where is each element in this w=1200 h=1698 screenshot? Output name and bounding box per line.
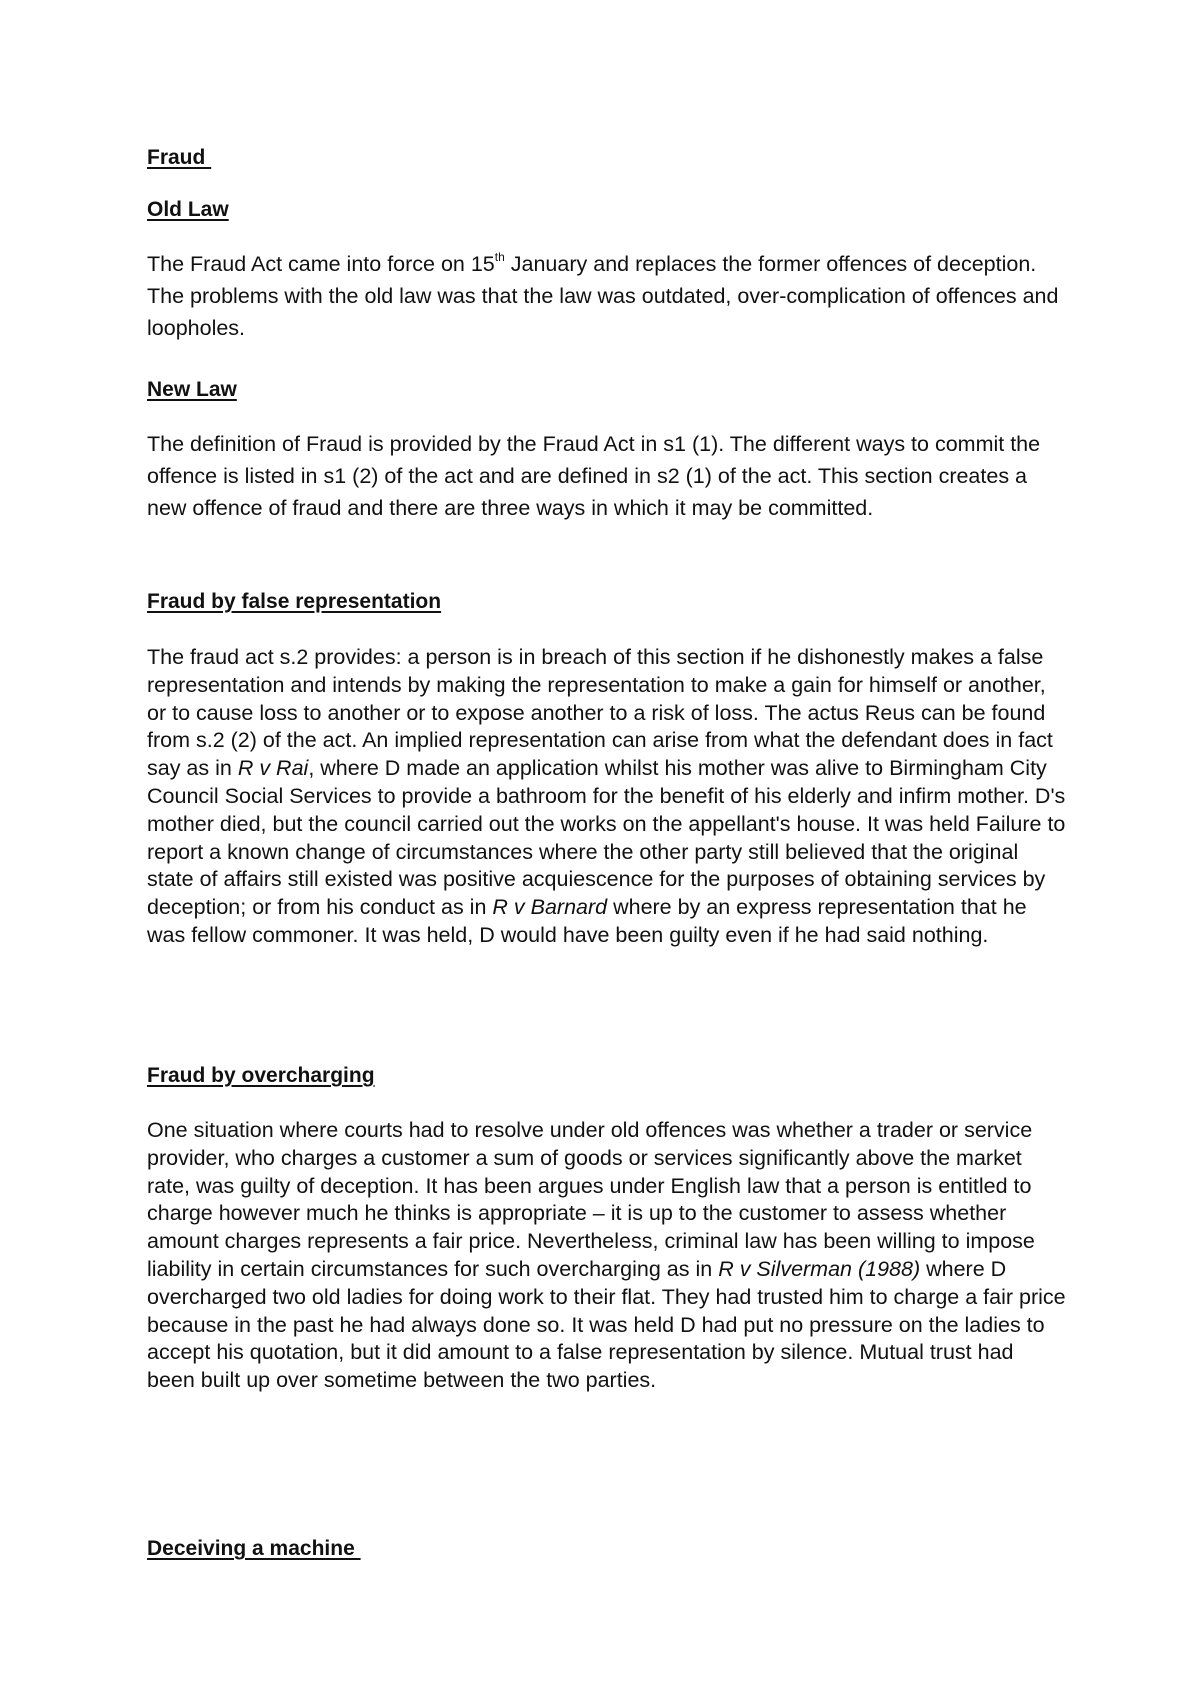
paragraph-old-law-text-a: The Fraud Act came into force on 15: [147, 252, 495, 276]
superscript-th: th: [494, 249, 505, 264]
paragraph-overcharging-text-a: One situation where courts had to resolve under old offences was whether a trader or service provider, who charges a customer a sum of goods or services significantly above the market rate, was guilty of deception. It has been argues under English law that a person is entitled to charge however much he thinks is appropriate – it is up to the customer to assess whether amount charges represents a fair price. Nevertheless, criminal law has been willing to impose liability in certain circumstances for such overcharging as in: [147, 1118, 1035, 1281]
heading-deceiving-a-machine: Deceiving a machine: [147, 1537, 361, 1560]
heading-new-law: New Law: [147, 378, 237, 401]
paragraph-false-representation: [147, 644, 1067, 950]
heading-fraud-by-overcharging: Fraud by overcharging: [147, 1064, 375, 1087]
heading-fraud-by-false-representation: Fraud by false representation: [147, 590, 442, 613]
paragraph-overcharging-text-b: where D overcharged two old ladies for doing work to their flat. They had trusted him to charge a fair price because in the past he had always done so. It was held D had put no pressure on the ladies to accept his quotation, but it did amount to a false representation by silence. Mutual trust had been built up over sometime between the two parties.: [147, 1256, 1066, 1393]
paragraph-old-law: [147, 248, 1067, 344]
paragraph-overcharging: [147, 1117, 1067, 1395]
paragraph-false-representation-text-a: The fraud act s.2 provides: a person is in breach of this section if he dishonestly makes a false representation and intends by making the representation to make a gain for himself or another, or to cause loss to another or to expose another to a risk of loss. The actus Reus can be found from s.2 (2) of the act. An implied representation can arise from what the defendant does in fact say as in: [147, 645, 1053, 781]
heading-fraud: Fraud: [147, 146, 212, 169]
heading-old-law: Old Law: [147, 198, 229, 221]
paragraph-old-law-text-b: January and replaces the former offences of deception. The problems with the old law was that the law was outdated, over-complication of offences and loopholes.: [147, 252, 1059, 340]
case-name-r-v-rai: R v Rai: [237, 756, 309, 781]
case-name-r-v-silverman: R v Silverman (1988): [718, 1256, 921, 1281]
paragraph-false-representation-text-c: where by an express representation that he was fellow commoner. It was held, D would have been guilty even if he had said nothing.: [147, 895, 1027, 947]
case-name-r-v-barnard: R v Barnard: [492, 895, 608, 920]
paragraph-false-representation-text-b: , where D made an application whilst his mother was alive to Birmingham City Council Social Services to provide a bathroom for the benefit of his elderly and infirm mother. D's mother died, but the council carried out the works on the appellant's house. It was held Failure to report a known change of circumstances where the other party still believed that the original state of affairs still existed was positive acquiescence for the purposes of obtaining services by deception; or from his conduct as in: [147, 756, 1066, 920]
paragraph-new-law: The definition of Fraud is provided by the Fraud Act in s1 (1). The different ways to commit the offence is listed in s1 (2) of the act and are defined in s2 (1) of the act. This section creates a new offence of fraud and there are three ways in which it may be committed.: [147, 432, 1041, 520]
